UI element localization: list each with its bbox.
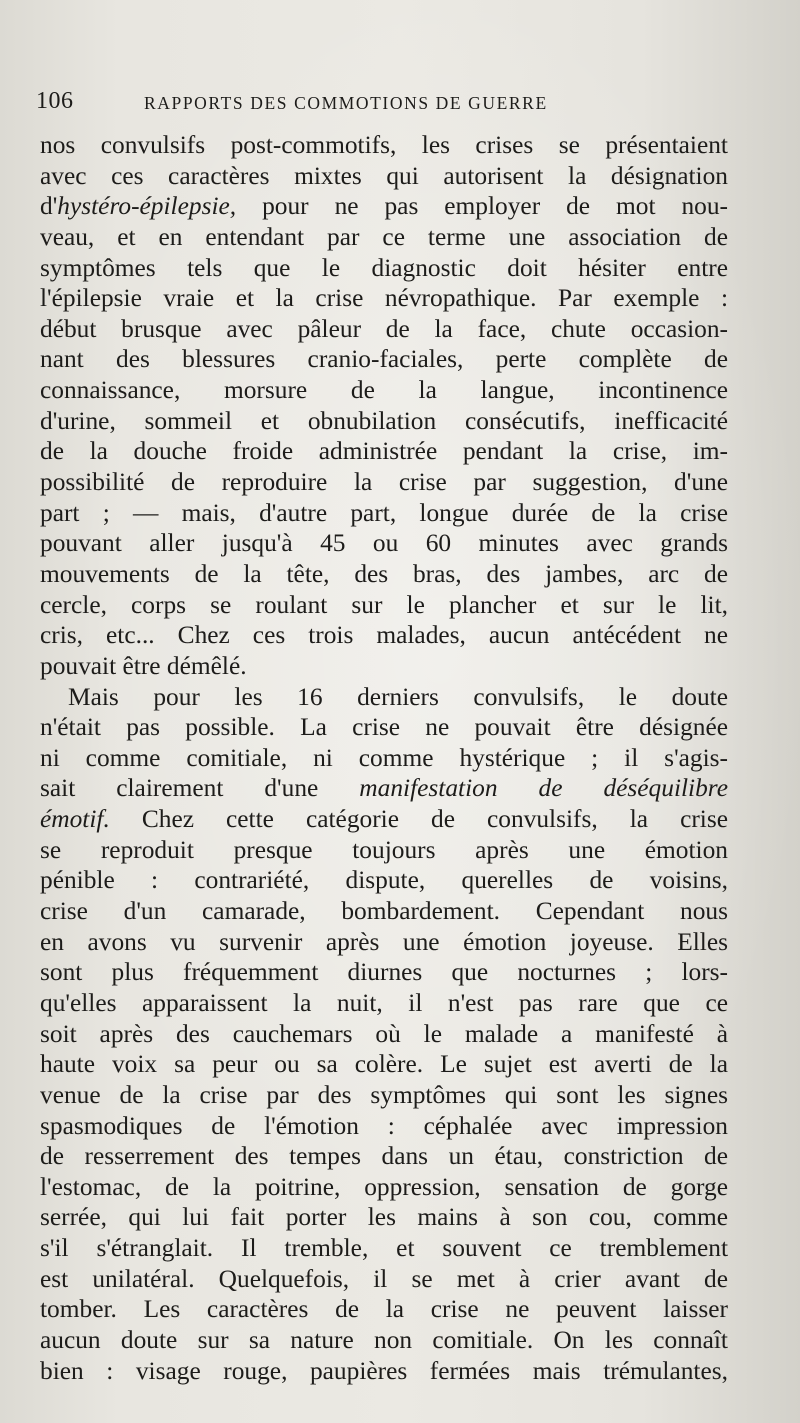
italic-term: manifestation de déséquilibre xyxy=(359,774,729,803)
text-line: sont plus fréquemment diurnes que nocturnes ; lors- xyxy=(40,958,728,987)
text-line: venue de la crise par des symptômes qui sont les signes xyxy=(40,1080,728,1109)
running-title: RAPPORTS DES COMMOTIONS DE GUERRE xyxy=(144,93,548,113)
text-line: se reproduit presque toujours après une émotion xyxy=(40,835,728,864)
text-line: cris, etc... Chez ces trois malades, aucun antécédent ne xyxy=(40,621,728,650)
text-line: l'épilepsie vraie et la crise névropathique. Par exemple : xyxy=(40,284,728,313)
italic-term: émotif. xyxy=(40,805,110,834)
text-line: pouvait être démêlé. xyxy=(40,651,247,680)
text-line: début brusque avec pâleur de la face, chute occasion- xyxy=(40,314,728,343)
text-line: cercle, corps se roulant sur le plancher et sur le lit, xyxy=(40,590,728,619)
text-line: veau, et en entendant par ce terme une association de xyxy=(40,222,728,251)
text-line: tomber. Les caractères de la crise ne peuvent laisser xyxy=(40,1295,728,1324)
body-text xyxy=(40,130,728,1386)
page-number: 106 xyxy=(36,88,74,114)
text-line: nos convulsifs post-commotifs, les crises se présentaient xyxy=(40,131,728,159)
text-line xyxy=(40,804,728,835)
text-line: pouvant aller jusqu'à 45 ou 60 minutes avec grands xyxy=(40,529,728,558)
text-run: d' xyxy=(40,192,58,221)
text-line: qu'elles apparaissent la nuit, il n'est pas rare que ce xyxy=(40,988,728,1017)
text-line: crise d'un camarade, bombardement. Cependant nous xyxy=(40,897,728,926)
text-line: nant des blessures cranio-faciales, perte complète de xyxy=(40,345,728,374)
text-run: Chez cette catégorie de convulsifs, la crise xyxy=(109,805,728,834)
text-line: haute voix sa peur ou sa colère. Le sujet est averti de la xyxy=(40,1050,728,1079)
text-run: sait clairement d'une xyxy=(40,774,360,803)
text-line: spasmodiques de l'émotion : céphalée avec impression xyxy=(40,1111,728,1140)
text-line: ni comme comitiale, ni comme hystérique ; il s'agis- xyxy=(40,743,728,772)
italic-term: hystéro-épilepsie, xyxy=(57,192,237,221)
text-line: aucun doute sur sa nature non comitiale. On les connaît xyxy=(40,1325,728,1354)
text-line xyxy=(40,773,728,804)
text-run: pour ne pas employer de mot nou- xyxy=(236,192,728,221)
text-line: bien : visage rouge, paupières fermées mais trémulantes, xyxy=(40,1356,728,1385)
text-line: part ; — mais, d'autre part, longue durée de la crise xyxy=(40,498,728,527)
text-line: soit après des cauchemars où le malade a manifesté à xyxy=(40,1019,728,1048)
text-line: est unilatéral. Quelquefois, il se met à crier avant de xyxy=(40,1264,728,1293)
text-line: pénible : contrariété, dispute, querelles de voisins, xyxy=(40,866,728,895)
text-line: Mais pour les 16 derniers convulsifs, le doute xyxy=(68,682,728,711)
page-header xyxy=(36,88,736,124)
text-line: de resserrement des tempes dans un étau, constriction de xyxy=(40,1142,728,1171)
text-line xyxy=(40,191,728,222)
text-line: en avons vu survenir après une émotion joyeuse. Elles xyxy=(40,927,728,956)
text-line: d'urine, sommeil et obnubilation consécutifs, inefficacité xyxy=(40,406,728,435)
text-line: serrée, qui lui fait porter les mains à son cou, comme xyxy=(40,1203,728,1232)
text-line: s'il s'étranglait. Il tremble, et souvent ce tremblement xyxy=(40,1234,728,1263)
text-line: mouvements de la tête, des bras, des jambes, arc de xyxy=(40,559,728,588)
text-line: n'était pas possible. La crise ne pouvait être désignée xyxy=(40,713,728,742)
text-line: avec ces caractères mixtes qui autorisent la désignation xyxy=(40,161,728,190)
text-line: connaissance, morsure de la langue, incontinence xyxy=(40,376,728,405)
text-line: de la douche froide administrée pendant la crise, im- xyxy=(40,437,728,466)
text-line: l'estomac, de la poitrine, oppression, sensation de gorge xyxy=(40,1172,728,1201)
text-line: symptômes tels que le diagnostic doit hésiter entre xyxy=(40,253,728,282)
text-line: possibilité de reproduire la crise par suggestion, d'une xyxy=(40,468,728,497)
